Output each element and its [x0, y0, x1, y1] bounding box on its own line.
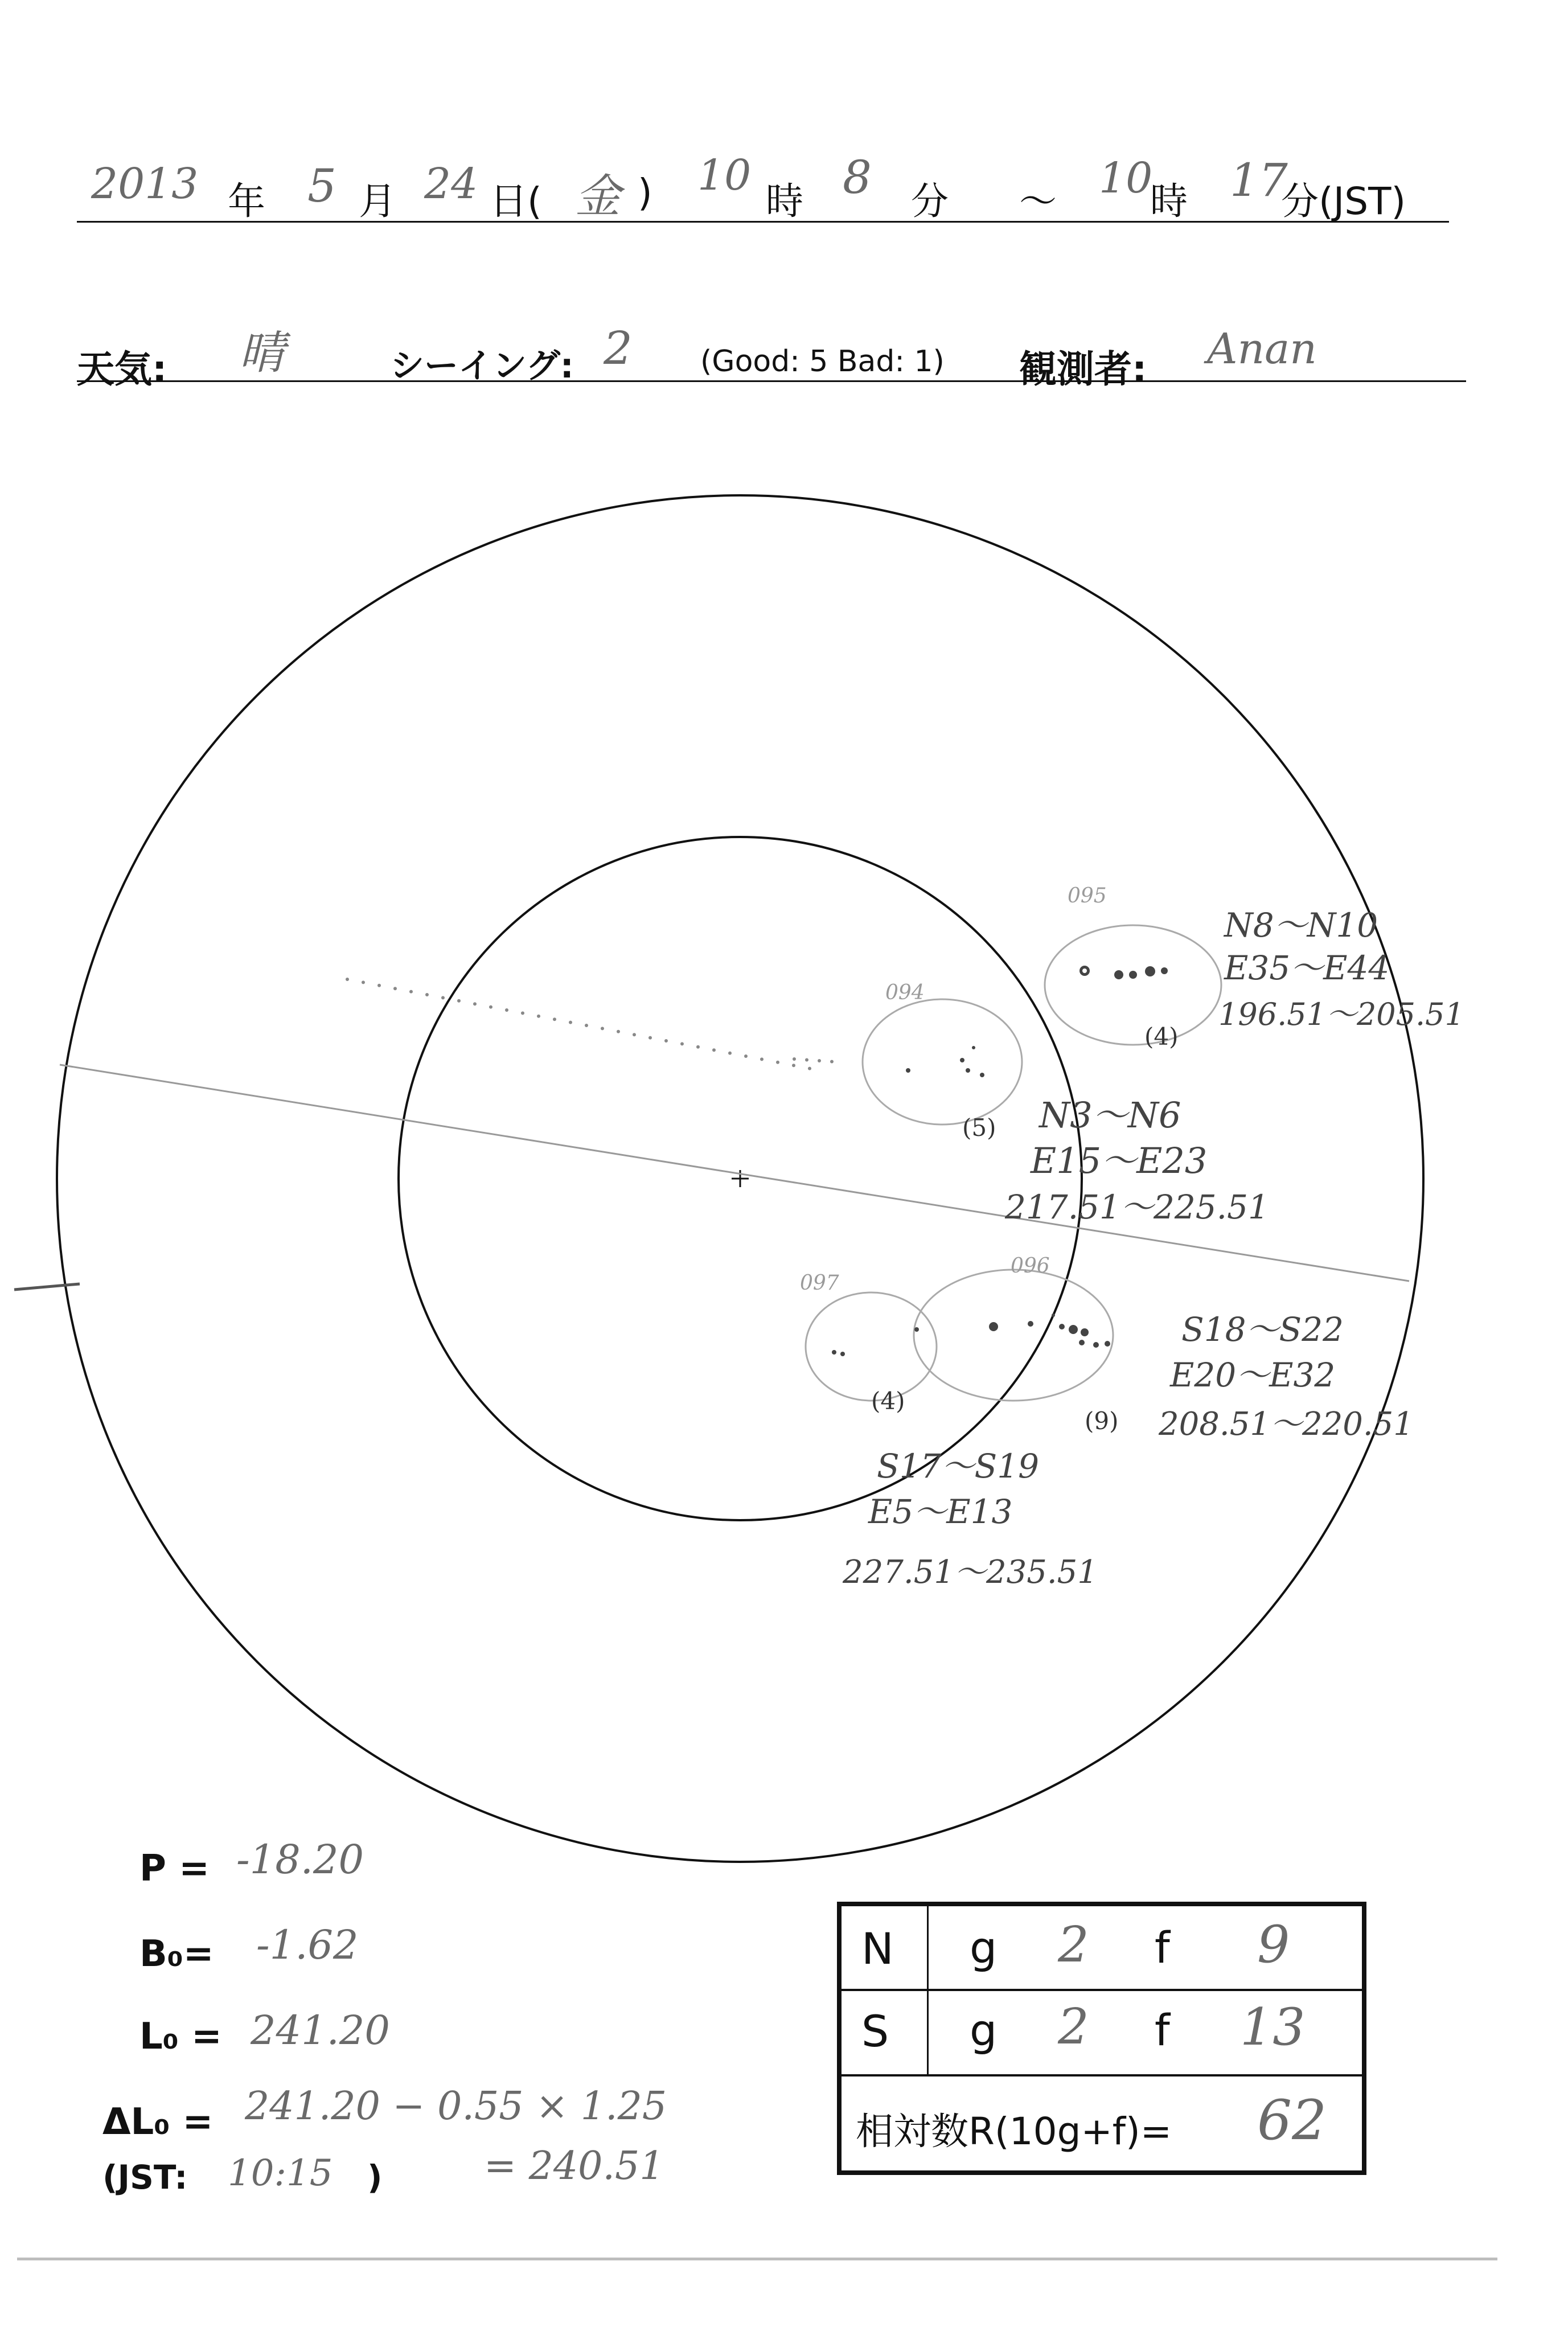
group-095-lon: E35〜E44	[1224, 949, 1390, 987]
start-hour-unit: 時	[766, 179, 803, 223]
start-minute-unit: 分	[911, 179, 949, 223]
group-097-outline	[806, 1292, 937, 1401]
seeing-label: シーイング:	[390, 346, 574, 386]
sun-disk-drawing	[0, 455, 1568, 1879]
jst-value: 10:15	[228, 2152, 333, 2194]
l0-value: 241.20	[251, 2007, 390, 2054]
year-value: 2013	[91, 159, 199, 208]
group-096-lon: E20〜E32	[1170, 1356, 1336, 1394]
end-hour-unit: 時	[1150, 179, 1188, 223]
group-094-lat: N3〜N6	[1039, 1094, 1181, 1136]
b0-value: -1.62	[256, 1922, 359, 1968]
observer-value: Anan	[1207, 325, 1317, 374]
south-f-value: 13	[1240, 1997, 1306, 2057]
group-095-number: 095	[1068, 884, 1107, 908]
end-minute-suffix: 分(JST)	[1281, 179, 1406, 223]
jst-close: )	[367, 2158, 383, 2197]
group-096-annotation	[1158, 1310, 1414, 1443]
dl0-result: = 240.51	[484, 2144, 664, 2189]
sunspot-count-table	[837, 1902, 1366, 2175]
start-minute-value: 8	[843, 151, 872, 204]
weekday-close: )	[638, 171, 652, 215]
table-row-south	[842, 1992, 1362, 2074]
l0-label: L₀ =	[139, 2016, 222, 2058]
group-096-lat: S18〜S22	[1181, 1310, 1344, 1349]
pencil-dot-trail	[346, 978, 834, 1070]
group-095-outline	[1045, 925, 1221, 1045]
end-hour-value: 10	[1099, 154, 1153, 203]
south-g-label: g	[970, 2005, 998, 2055]
end-minute-value: 17	[1230, 154, 1288, 207]
day-value: 24	[424, 159, 478, 208]
group-097-annotation	[842, 1447, 1098, 1591]
south-g-value: 2	[1058, 1998, 1089, 2055]
group-094-outline	[863, 999, 1022, 1125]
relative-number-value: 62	[1257, 2088, 1327, 2152]
group-094-range: 217.51〜225.51	[1005, 1188, 1269, 1226]
group-094-annotation	[1004, 1094, 1269, 1226]
south-label: S	[861, 2006, 889, 2057]
table-row-north	[842, 1906, 1362, 1989]
seeing-scale-note: (Good: 5 Bad: 1)	[700, 344, 945, 379]
dl0-formula: 241.20 − 0.55 × 1.25	[245, 2084, 667, 2129]
year-unit: 年	[228, 179, 265, 223]
p-label: P =	[139, 1848, 210, 1890]
group-097-count: (4)	[871, 1387, 905, 1415]
group-096-range: 208.51〜220.51	[1159, 1406, 1414, 1443]
observer-label: 観測者:	[1019, 347, 1147, 391]
north-f-label: f	[1155, 1922, 1170, 1973]
seeing-value: 2	[604, 322, 633, 375]
group-094-count: (5)	[962, 1114, 996, 1142]
b0-label: B₀=	[139, 1933, 214, 1975]
weather-value: 晴	[239, 326, 285, 379]
weekday-value: 金	[575, 170, 621, 223]
month-unit: 月	[359, 179, 396, 223]
month-value: 5	[307, 159, 336, 212]
date-underline	[77, 221, 1449, 223]
group-095-lat: N8〜N10	[1224, 906, 1378, 945]
south-f-label: f	[1155, 2005, 1170, 2055]
group-094-number: 094	[885, 981, 925, 1004]
jst-label: (JST:	[102, 2158, 188, 2197]
group-095-count: (4)	[1144, 1023, 1179, 1050]
range-separator: 〜	[1019, 179, 1057, 223]
start-hour-value: 10	[697, 151, 752, 200]
relative-number-label: 相対数R(10g+f)=	[856, 2110, 1172, 2153]
day-unit: 日(	[490, 179, 542, 223]
table-row-divider-2	[842, 2074, 1362, 2076]
table-row-relative-number	[842, 2077, 1362, 2174]
page-bottom-rule	[17, 2258, 1497, 2260]
group-096-count: (9)	[1085, 1407, 1119, 1435]
group-096-number: 096	[1011, 1254, 1050, 1278]
weather-label: 天気:	[77, 347, 167, 391]
group-095-annotation	[1218, 906, 1464, 1032]
group-097-lon: E5〜E13	[868, 1492, 1013, 1531]
conditions-underline	[77, 380, 1466, 382]
group-097-range: 227.51〜235.51	[843, 1554, 1098, 1591]
group-095-range: 196.51〜205.51	[1218, 996, 1464, 1032]
p-value: -18.20	[236, 1836, 364, 1883]
dl0-label: ΔL₀ =	[102, 2101, 214, 2143]
north-label: N	[861, 1923, 894, 1974]
group-097-number: 097	[800, 1271, 839, 1295]
north-f-value: 9	[1257, 1915, 1290, 1975]
north-g-value: 2	[1058, 1916, 1089, 1973]
edge-tick-mark	[14, 1284, 80, 1290]
table-row-divider-1	[842, 1989, 1362, 1991]
north-g-label: g	[970, 1922, 998, 1973]
group-097-lat: S17〜S19	[877, 1447, 1040, 1485]
group-094-lon: E15〜E23	[1031, 1140, 1208, 1181]
